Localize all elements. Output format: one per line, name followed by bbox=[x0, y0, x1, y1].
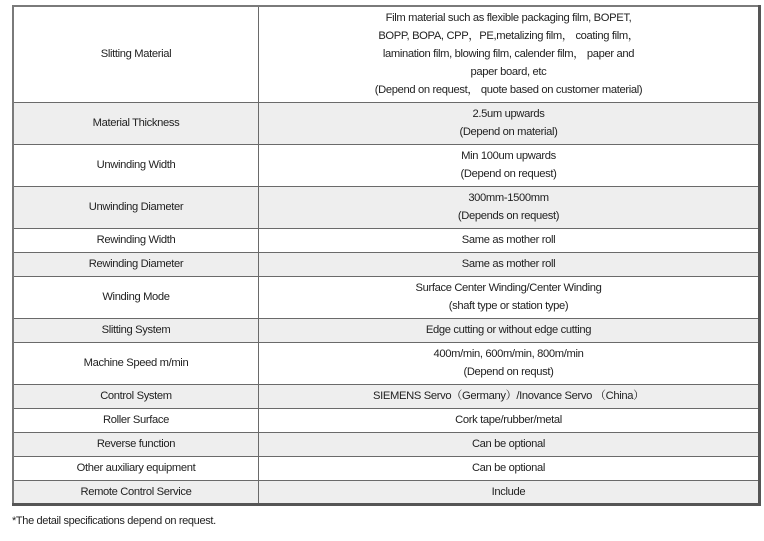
spec-value-line: (Depend on request) bbox=[460, 168, 557, 180]
spec-value-line: SIEMENS Servo（Germany）/Inovance Servo （China） bbox=[373, 390, 644, 402]
spec-value-line: (Depend on requst) bbox=[463, 366, 554, 378]
spec-value bbox=[259, 252, 760, 276]
spec-value-line: Min 100um upwards bbox=[461, 150, 556, 162]
spec-value bbox=[259, 408, 760, 432]
spec-value-line: 400m/min, 600m/min, 800m/min bbox=[433, 348, 584, 360]
spec-row bbox=[13, 102, 760, 144]
spec-value bbox=[259, 102, 760, 144]
spec-row bbox=[13, 276, 760, 318]
spec-value bbox=[259, 432, 760, 456]
specification-table-body bbox=[13, 6, 760, 504]
spec-label: Slitting Material bbox=[13, 6, 259, 102]
spec-label: Machine Speed m/min bbox=[13, 342, 259, 384]
spec-row bbox=[13, 318, 760, 342]
spec-row bbox=[13, 186, 760, 228]
spec-row bbox=[13, 408, 760, 432]
spec-value-line: paper board, etc bbox=[470, 66, 547, 79]
spec-value bbox=[259, 276, 760, 318]
spec-row bbox=[13, 252, 760, 276]
spec-value bbox=[259, 384, 760, 408]
spec-value-line: lamination film, blowing film, calender film， paper and bbox=[382, 48, 635, 61]
spec-row bbox=[13, 456, 760, 480]
spec-value bbox=[259, 144, 760, 186]
spec-label: Winding Mode bbox=[13, 276, 259, 318]
spec-value-line: Same as mother roll bbox=[461, 258, 556, 270]
spec-value-line: 2.5um upwards bbox=[472, 108, 545, 120]
spec-label: Slitting System bbox=[13, 318, 259, 342]
spec-row bbox=[13, 6, 760, 102]
spec-value-line: Film material such as flexible packaging film, BOPET, bbox=[385, 12, 632, 25]
specification-table bbox=[12, 5, 761, 506]
spec-label: Control System bbox=[13, 384, 259, 408]
spec-label: Other auxiliary equipment bbox=[13, 456, 259, 480]
spec-value-line: (Depend on request， quote based on customer material) bbox=[374, 84, 643, 97]
spec-label: Rewinding Diameter bbox=[13, 252, 259, 276]
spec-value-line: Cork tape/rubber/metal bbox=[455, 414, 562, 426]
spec-value-line: Can be optional bbox=[471, 438, 546, 450]
spec-row bbox=[13, 432, 760, 456]
spec-value-line: (Depend on material) bbox=[459, 126, 558, 138]
spec-value bbox=[259, 318, 760, 342]
spec-value-line: (shaft type or station type) bbox=[448, 300, 569, 312]
spec-value bbox=[259, 342, 760, 384]
spec-value-line: Can be optional bbox=[471, 462, 546, 474]
spec-row bbox=[13, 342, 760, 384]
spec-value-line: Same as mother roll bbox=[461, 234, 556, 246]
spec-row bbox=[13, 480, 760, 504]
spec-row bbox=[13, 228, 760, 252]
spec-value-line: Include bbox=[491, 485, 526, 498]
spec-row bbox=[13, 384, 760, 408]
spec-value bbox=[259, 480, 760, 504]
spec-value-line: 300mm-1500mm bbox=[468, 192, 549, 204]
footnote: *The detail specifications depend on request. bbox=[12, 515, 216, 527]
spec-label: Material Thickness bbox=[13, 102, 259, 144]
spec-value bbox=[259, 456, 760, 480]
spec-label: Roller Surface bbox=[13, 408, 259, 432]
spec-value-line: (Depends on request) bbox=[457, 210, 560, 222]
spec-label: Rewinding Width bbox=[13, 228, 259, 252]
spec-label: Reverse function bbox=[13, 432, 259, 456]
spec-row bbox=[13, 144, 760, 186]
spec-value bbox=[259, 186, 760, 228]
spec-value-line: Edge cutting or without edge cutting bbox=[425, 324, 592, 336]
spec-value bbox=[259, 6, 760, 102]
spec-value bbox=[259, 228, 760, 252]
spec-value-line: Surface Center Winding/Center Winding bbox=[415, 282, 602, 294]
spec-label: Unwinding Diameter bbox=[13, 186, 259, 228]
spec-label: Unwinding Width bbox=[13, 144, 259, 186]
spec-label: Remote Control Service bbox=[13, 480, 259, 504]
spec-value-line: BOPP, BOPA, CPP，PE,metalizing film， coating film， bbox=[378, 30, 639, 43]
